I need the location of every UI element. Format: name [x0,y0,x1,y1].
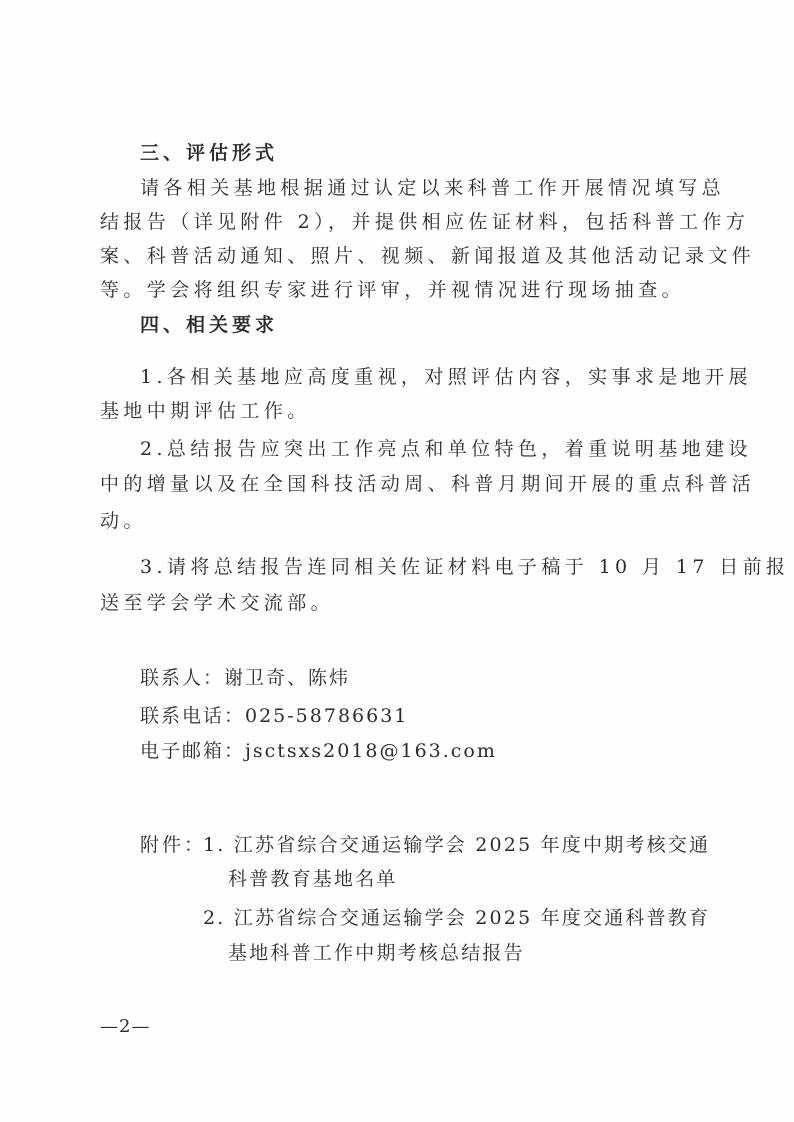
section-3-paragraph-line-2: 结报告（详见附件 2），并提供相应佐证材料，包括科普工作方 [100,211,750,233]
section-3-paragraph-line-3: 案、科普活动通知、照片、视频、新闻报道及其他活动记录文件 [100,245,756,267]
requirement-2-line-3: 动。 [100,510,147,532]
attachment-1-line-2: 科普教育基地名单 [228,868,398,890]
requirement-3-line-2: 送至学会学术交流部。 [100,592,335,614]
attachments-label: 附件： [140,834,207,856]
contact-phone: 联系电话：025-58786631 [140,705,409,727]
requirement-2-line-2: 中的增量以及在全国科技活动周、科普月期间开展的重点科普活 [100,473,756,495]
page-number: —2— [100,1016,151,1037]
section-4-heading: 四、相关要求 [140,314,279,336]
attachment-1-line-1: 1. 江苏省综合交通运输学会 2025 年度中期考核交通 [203,834,711,856]
requirement-1-line-1: 1.各相关基地应高度重视，对照评估内容，实事求是地开展 [140,366,752,388]
requirement-3-line-1: 3.请将总结报告连同相关佐证材料电子稿于 10 月 17 日前报 [140,556,790,578]
section-3-paragraph-line-4: 等。学会将组织专家进行评审，并视情况进行现场抽查。 [100,279,686,301]
section-3-heading: 三、评估形式 [140,142,279,164]
attachment-2-line-1: 2. 江苏省综合交通运输学会 2025 年度交通科普教育 [203,907,711,929]
requirement-2-line-1: 2.总结报告应突出工作亮点和单位特色，着重说明基地建设 [140,438,752,460]
requirement-1-line-2: 基地中期评估工作。 [100,400,311,422]
attachment-2-line-2: 基地科普工作中期考核总结报告 [228,942,525,964]
section-3-paragraph-line-1: 请各相关基地根据通过认定以来科普工作开展情况填写总 [140,177,726,199]
contact-person: 联系人：谢卫奇、陈炜 [140,667,351,689]
contact-email: 电子邮箱：jsctsxs2018@163.com [140,740,497,762]
